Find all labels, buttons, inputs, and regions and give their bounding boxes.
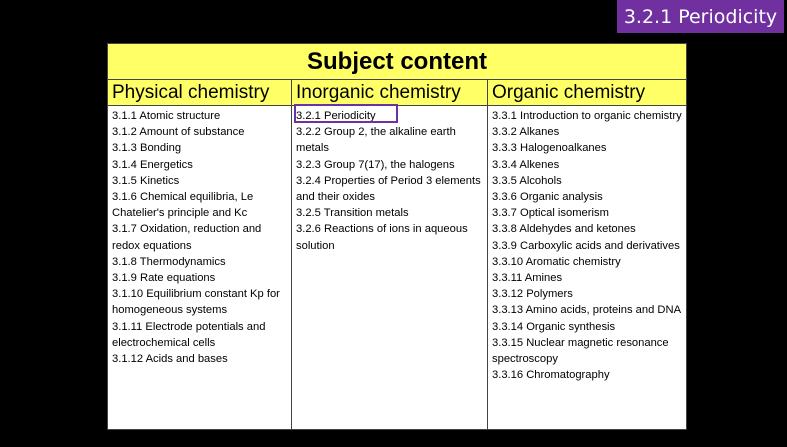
topic-item: 3.1.1 Atomic structure bbox=[112, 110, 221, 122]
topic-item: 3.2.5 Transition metals bbox=[296, 207, 409, 220]
topic-item: 3.3.10 Aromatic chemistry bbox=[492, 255, 621, 268]
subject-content-table bbox=[107, 43, 687, 430]
topic-list bbox=[488, 106, 686, 383]
topic-item: 3.1.4 Energetics bbox=[112, 158, 193, 171]
topic-item: 3.3.11 Amines bbox=[492, 272, 563, 285]
highlight-box bbox=[294, 104, 398, 123]
topic-item: 3.3.14 Organic synthesis bbox=[492, 320, 616, 333]
topic-list bbox=[292, 106, 487, 254]
topic-item: 3.1.12 Acids and bases bbox=[112, 353, 228, 366]
topic-badge: 3.2.1 Periodicity bbox=[617, 0, 784, 33]
column-heading: Organic chemistry bbox=[488, 80, 686, 106]
column-inorganic-chemistry bbox=[292, 80, 488, 430]
topic-item: 3.2.2 Group 2, the alkaline earth metals bbox=[296, 126, 456, 155]
topic-item: 3.3.8 Aldehydes and ketones bbox=[492, 223, 636, 236]
topic-item: 3.3.2 Alkanes bbox=[492, 126, 560, 139]
topic-item: 3.3.7 Optical isomerism bbox=[492, 207, 609, 220]
topic-item: 3.2.3 Group 7(17), the halogens bbox=[296, 158, 455, 171]
topic-item: 3.3.13 Amino acids, proteins and DNA bbox=[492, 304, 682, 317]
topic-item: 3.2.1 Periodicity bbox=[296, 110, 376, 122]
column-heading: Inorganic chemistry bbox=[292, 80, 487, 106]
topic-item: 3.2.4 Properties of Period 3 elements and their oxides bbox=[296, 174, 481, 204]
topic-item: 3.3.4 Alkenes bbox=[492, 158, 560, 171]
topic-item: 3.1.7 Oxidation, reduction and redox equations bbox=[112, 223, 262, 252]
topic-item: 3.1.9 Rate equations bbox=[112, 272, 216, 285]
topic-item: 3.3.15 Nuclear magnetic resonance spectroscopy bbox=[492, 336, 669, 366]
table-columns bbox=[108, 80, 686, 430]
topic-item: 3.1.8 Thermodynamics bbox=[112, 255, 226, 268]
topic-item: 3.3.3 Halogenoalkanes bbox=[492, 142, 607, 155]
topic-item: 3.1.6 Chemical equilibria, Le Chatelier's principle and Kc bbox=[112, 191, 254, 220]
topic-item: 3.1.11 Electrode potentials and electrochemical cells bbox=[112, 320, 266, 349]
topic-item: 3.1.2 Amount of substance bbox=[112, 126, 245, 139]
topic-item: 3.1.10 Equilibrium constant Kp for homogeneous systems bbox=[112, 288, 280, 317]
topic-item: 3.2.6 Reactions of ions in aqueous solution bbox=[296, 223, 468, 252]
table-title: Subject content bbox=[108, 44, 686, 80]
topic-item: 3.3.5 Alcohols bbox=[492, 174, 562, 187]
topic-item: 3.1.3 Bonding bbox=[112, 142, 182, 155]
topic-item: 3.3.12 Polymers bbox=[492, 288, 573, 301]
topic-list bbox=[108, 106, 291, 367]
topic-item: 3.1.5 Kinetics bbox=[112, 174, 180, 187]
topic-item: 3.3.1 Introduction to organic chemistry bbox=[492, 110, 682, 122]
topic-item: 3.3.16 Chromatography bbox=[492, 369, 610, 382]
topic-item: 3.3.6 Organic analysis bbox=[492, 191, 603, 204]
topic-item: 3.3.9 Carboxylic acids and derivatives bbox=[492, 239, 680, 252]
column-organic-chemistry bbox=[488, 80, 686, 430]
column-physical-chemistry bbox=[108, 80, 292, 430]
column-heading: Physical chemistry bbox=[108, 80, 291, 106]
